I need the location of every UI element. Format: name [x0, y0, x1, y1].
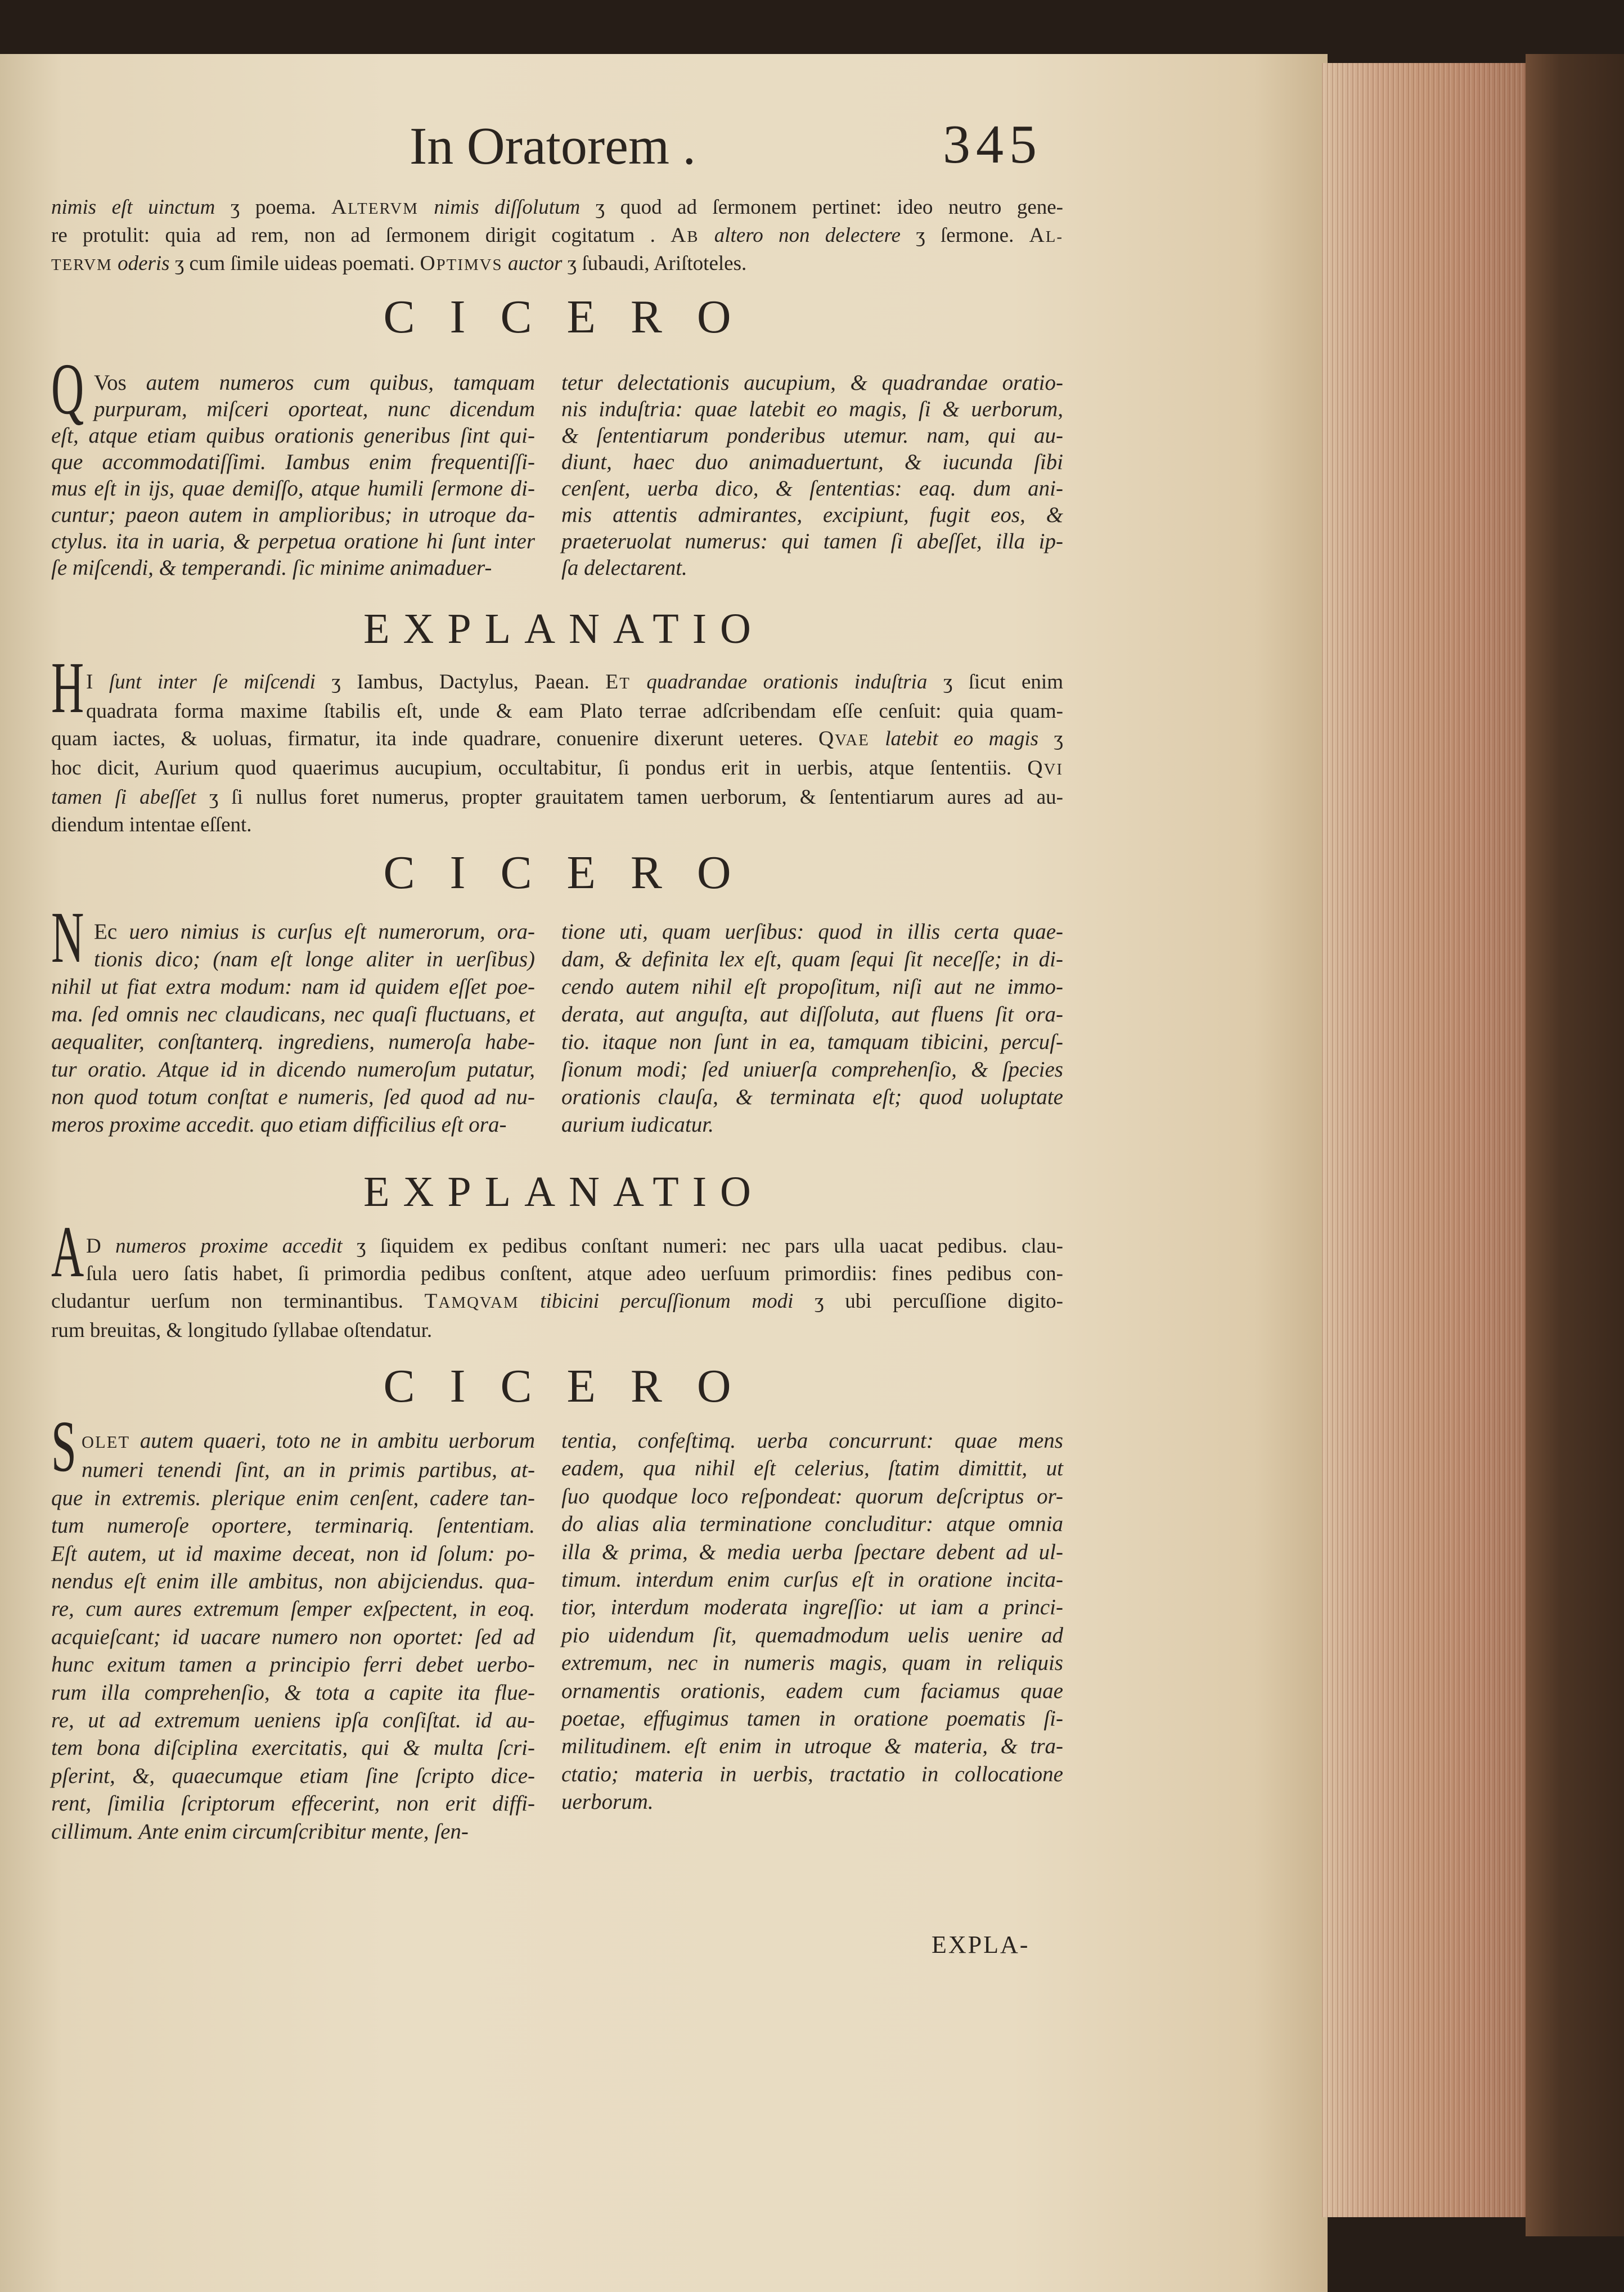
text-line: Eſt autem, ut id maxime deceat, non id ſolum: po- [51, 1541, 535, 1566]
lemma-marker: ʒ [196, 786, 232, 809]
section-heading-explanatio: EXPLANATIO [363, 1168, 764, 1215]
text-line: extremum, nec in numeris magis, quam in reliquis [561, 1651, 1063, 1676]
roman-text-segment: rum breuitas, & longitudo ſyllabae oſtendatur. [51, 1319, 433, 1342]
roman-text-segment: quam iactes, & uoluas, firmatur, ita inde quadrare, conuenire dixerunt ueteres. [51, 727, 819, 750]
text-line: militudinem. eſt enim in utroque & materia, & tra- [561, 1734, 1063, 1759]
left-column [51, 370, 535, 581]
roman-text-segment: poema. [255, 196, 332, 219]
text-line [51, 697, 1063, 725]
text-line: dam, & definita lex eſt, quam ſequi ſit neceſſe; in di- [561, 947, 1063, 971]
roman-text-segment: Iambus, Dactylus, Paean. [357, 670, 606, 694]
right-column [561, 370, 1063, 581]
text-line: rent, ſimilia ſcriptorum effecerint, non erit diffi- [51, 1791, 535, 1816]
running-title: In Oratorem . [410, 117, 696, 175]
text-line: ctylus. ita in uaria, & perpetua oratione hi ſunt inter [51, 529, 535, 553]
text-line: rum illa comprehenſio, & tota a capite ita flue- [51, 1680, 535, 1705]
text-line: tior, interdum moderata ingreſſio: ut iam a princi- [561, 1595, 1063, 1620]
text-line [51, 1260, 1063, 1287]
text-line: aequaliter, conſtanterq. ingrediens, numeroſa habe- [51, 1030, 535, 1054]
text-line: eſt, atque etiam quibus orationis generibus ſint qui- [51, 424, 535, 448]
left-column [51, 1427, 535, 1845]
text-line: orationis clauſa, & terminata eſt; quod uoluptate [561, 1085, 1063, 1109]
drop-cap-initial: H [51, 647, 84, 728]
text-line: meros proxime accedit. quo etiam difficilius eſt ora- [51, 1113, 507, 1137]
lemma-marker: ʒ [900, 224, 941, 247]
roman-text-segment: ſicut enim [968, 670, 1063, 694]
small-caps-segment: QVI [1027, 757, 1063, 780]
text-line: ſa delectarent. [561, 556, 687, 580]
text-line: diunt, haec duo animaduertunt, & iucunda ſibi [561, 450, 1063, 474]
roman-text-segment: ſermone. [940, 224, 1029, 247]
text-line: do alias alia terminatione concluditur: atque omnia [561, 1512, 1063, 1537]
commentary-paragraph [51, 194, 1063, 278]
text-line: mus eſt in ijs, quae demiſſo, atque humili ſermone di- [51, 476, 535, 501]
text-line: tio. itaque non ſunt in ea, tamquam tibicini, percuſ- [561, 1030, 1063, 1054]
roman-text-segment: ubi percuſſione digito- [845, 1290, 1063, 1313]
italic-text-segment: uero nimius is curſus eſt numerorum, ora- [117, 920, 535, 944]
section-heading-cicero: CICERO [383, 1360, 766, 1412]
italic-text-segment: autem numeros cum quibus, tamquam [126, 371, 535, 395]
text-line: tum numeroſe oportere, terminariq. ſententiam. [51, 1514, 535, 1538]
roman-text-segment: ſiquidem ex pedibus conſtant numeri: nec pars ulla uacat pedibus. clau- [380, 1235, 1063, 1258]
explanatio-paragraph [51, 1212, 1063, 1344]
text-line [51, 1232, 1063, 1260]
roman-text-segment: ſi nullus foret numerus, propter grauitatem tamen uerborum, & ſententiarum aures ad au- [231, 786, 1063, 809]
explanatio-paragraph [51, 647, 1063, 839]
text-line: numeri tenendi ſint, an in primis partibus, at- [82, 1458, 535, 1483]
right-column [561, 918, 1063, 1138]
text-line [51, 918, 535, 945]
roman-text-segment: quadrata forma maxime ſtabilis eſt, unde & eam Plato terrae adſcribendam eſſe cenſuit: quia quam- [86, 700, 1063, 723]
text-line [51, 668, 1063, 697]
roman-text-segment: hoc dicit, Aurium quod quaerimus aucupium, occultabitur, ſi pondus erit in uerbis, atque ſententiis. [51, 757, 1028, 780]
text-line: derata, aut anguſta, aut diſſoluta, aut fluens ſit ora- [561, 1002, 1063, 1026]
text-line: ſionum modi; ſed uniuerſa comprehenſio, & ſpecies [561, 1057, 1063, 1082]
italic-text-segment: autem quaeri, toto ne in ambitu uerborum [130, 1429, 535, 1453]
small-caps-segment: OLET [82, 1433, 131, 1452]
text-line: ma. ſed omnis nec claudicans, nec quaſi fluctuans, et [51, 1002, 535, 1026]
text-line: aurium iudicatur. [561, 1113, 714, 1137]
text-line: eadem, qua nihil eſt celerius, ſtatim dimittit, ut [561, 1456, 1063, 1481]
text-line: pio uidendum ſit, quemadmodum uelis uenire ad [561, 1623, 1063, 1647]
book-page [0, 54, 1328, 2292]
text-line: cuntur; paeon autem in amplioribus; in utroque da- [51, 503, 535, 527]
book-fore-edge [1322, 63, 1529, 2217]
text-line: timum. interdum enim curſus eſt in oratione incita- [561, 1568, 1063, 1592]
text-line: tionis dico; (nam eſt longe aliter in uerſibus) [94, 947, 535, 971]
italic-text-segment: quadrandae orationis induſtria [630, 670, 928, 694]
text-line: nihil ut fiat extra modum: nam id quidem eſſet poe- [51, 975, 535, 999]
text-line: tem bona diſciplina exercitatis, qui & multa ſcri- [51, 1736, 535, 1760]
text-line [51, 1317, 1063, 1344]
lemma-marker: ʒ [1038, 727, 1063, 750]
small-caps-segment: TAMQVAM [424, 1290, 519, 1313]
section-heading-explanatio: EXPLANATIO [363, 605, 764, 652]
book-cover-edge [1526, 54, 1624, 2236]
text-line: re, ut ad extremum ueniens ipſa conſiſtat. id au- [51, 1708, 535, 1733]
roman-text-segment: D [86, 1235, 116, 1258]
text-line: illa & prima, & media uerba ſpectare debent ad ul- [561, 1539, 1063, 1564]
text-line: cenſent, uerba dico, & ſententias: eaq. dum ani- [561, 476, 1063, 501]
drop-cap-initial: S [51, 1406, 77, 1487]
text-line: ornamentis orationis, eadem cum faciamus quae [561, 1678, 1063, 1703]
text-line: nendus eſt enim ille ambitus, non abijciendus. qua- [51, 1569, 535, 1594]
text-line: tetur delectationis aucupium, & quadrandae oratio- [561, 371, 1063, 395]
text-line: que accommodatiſſimi. Iambus enim frequentiſſi- [51, 450, 535, 474]
small-caps-segment: OPTIMVS [420, 252, 503, 275]
italic-text-segment: nimis eſt uinctum [51, 196, 215, 219]
text-line [51, 811, 1063, 839]
text-line: ſuo quodque loco reſpondeat: quorum deſcriptus or- [561, 1484, 1063, 1509]
italic-text-segment: tamen ſi abeſſet [51, 786, 196, 809]
text-line: ſe miſcendi, & temperandi. ſic minime animaduer- [51, 556, 492, 580]
text-line: tentia, confeſtimq. uerba concurrunt: quae mens [561, 1429, 1063, 1453]
text-line [51, 754, 1063, 783]
text-line [51, 250, 1063, 278]
text-line [51, 725, 1063, 754]
roman-text-segment: Ec [94, 920, 118, 944]
italic-text-segment: latebit eo magis [869, 727, 1039, 750]
text-line: ctatio; materia in uerbis, tractatio in collocatione [561, 1762, 1063, 1786]
text-line: nis induſtria: quae latebit eo magis, ſi & uerborum, [561, 397, 1063, 421]
drop-cap-initial: A [51, 1212, 84, 1293]
drop-cap-initial: N [51, 897, 84, 978]
text-line: tione uti, quam uerſibus: quod in illis certa quae- [561, 920, 1063, 944]
text-line: non quod totum conſtat e numeris, ſed quod ad nu- [51, 1085, 535, 1109]
text-line: hunc exitum tamen a principio ferri debet uerbo- [51, 1652, 535, 1677]
lemma-marker: ʒ [580, 196, 620, 219]
roman-text-segment: ſubaudi, Ariſtoteles. [582, 252, 747, 275]
text-line: & ſententiarum ponderibus utemur. nam, qui au- [561, 424, 1063, 448]
page-number: 345 [943, 114, 1042, 175]
roman-text-segment: diendum intentae eſſent. [51, 813, 252, 836]
text-line: pſerint, &, quaecumque etiam ſine ſcripto dice- [51, 1763, 535, 1788]
italic-text-segment: tibicini percuſſionum modi [519, 1290, 794, 1313]
italic-text-segment: nimis diſſolutum [418, 196, 581, 219]
text-line [51, 370, 535, 396]
small-caps-segment: AL- [1029, 224, 1063, 247]
drop-cap-initial: Q [51, 349, 84, 430]
text-line: poetae, effugimus tamen in oratione poematis ſi- [561, 1706, 1063, 1731]
text-line [51, 222, 1063, 250]
lemma-marker: ʒ [315, 670, 357, 694]
text-line [51, 1287, 1063, 1317]
roman-text-segment: Vos [94, 371, 127, 395]
text-line: uerborum. [561, 1790, 654, 1814]
italic-text-segment: altero non delectere [699, 224, 901, 247]
italic-text-segment: numeros proxime accedit [115, 1235, 343, 1258]
lemma-marker: ʒ [342, 1235, 380, 1258]
lemma-marker: ʒ [169, 252, 190, 275]
roman-text-segment: cludantur uerſum non terminantibus. [51, 1290, 425, 1313]
text-line: cendo autem nihil eſt propoſitum, niſi aut ne immo- [561, 975, 1063, 999]
lemma-marker: ʒ [793, 1290, 845, 1313]
lemma-marker: ʒ [215, 196, 255, 219]
text-line [51, 194, 1063, 222]
small-caps-segment: QVAE [818, 727, 870, 750]
italic-text-segment: oderis [112, 252, 170, 275]
left-column [51, 918, 535, 1138]
roman-text-segment: cum ſimile uideas poemati. [189, 252, 420, 275]
catchword: EXPLA- [932, 1931, 1030, 1958]
text-line: que in extremis. plerique enim cenſent, cadere tan- [51, 1485, 535, 1510]
roman-text-segment: I [86, 670, 109, 694]
lemma-marker: ʒ [562, 252, 582, 275]
right-column [561, 1427, 1063, 1816]
roman-text-segment: ſula uero ſatis habet, ſi primordia pedibus conſtent, atque adeo uerſuum primordiis: fines pedibus con- [86, 1262, 1063, 1285]
small-caps-segment: ET [605, 670, 631, 694]
italic-text-segment: auctor [502, 252, 563, 275]
text-line: cillimum. Ante enim circumſcribitur mente, ſen- [51, 1819, 469, 1844]
text-line: praeteruolat numerus: qui tamen ſi abeſſet, illa ip- [561, 529, 1063, 553]
lemma-marker: ʒ [927, 670, 969, 694]
section-heading-cicero: CICERO [383, 291, 766, 343]
text-line: purpuram, miſceri oporteat, nunc dicendum [94, 397, 535, 421]
text-line: re, cum aures extremum ſemper exſpectent, in eoq. [51, 1597, 535, 1622]
text-line [51, 1427, 535, 1456]
text-line [51, 783, 1063, 811]
text-line: acquieſcant; id uacare numero non oportet: ſed ad [51, 1624, 535, 1649]
small-caps-segment: TERVM [51, 256, 113, 274]
small-caps-segment: ALTERVM [331, 196, 419, 219]
small-caps-segment: AB [671, 224, 699, 247]
italic-text-segment: ſunt inter ſe miſcendi [109, 670, 316, 694]
section-heading-cicero: CICERO [383, 846, 766, 899]
text-line: tur oratio. Atque id in dicendo numeroſum putatur, [51, 1057, 535, 1082]
text-line: mis attentis admirantes, excipiunt, fugit eos, & [561, 503, 1063, 527]
roman-text-segment: quod ad ſermonem pertinet: ideo neutro gene- [620, 196, 1063, 219]
roman-text-segment: re protulit: quia ad rem, non ad ſermonem dirigit cogitatum . [51, 224, 671, 247]
